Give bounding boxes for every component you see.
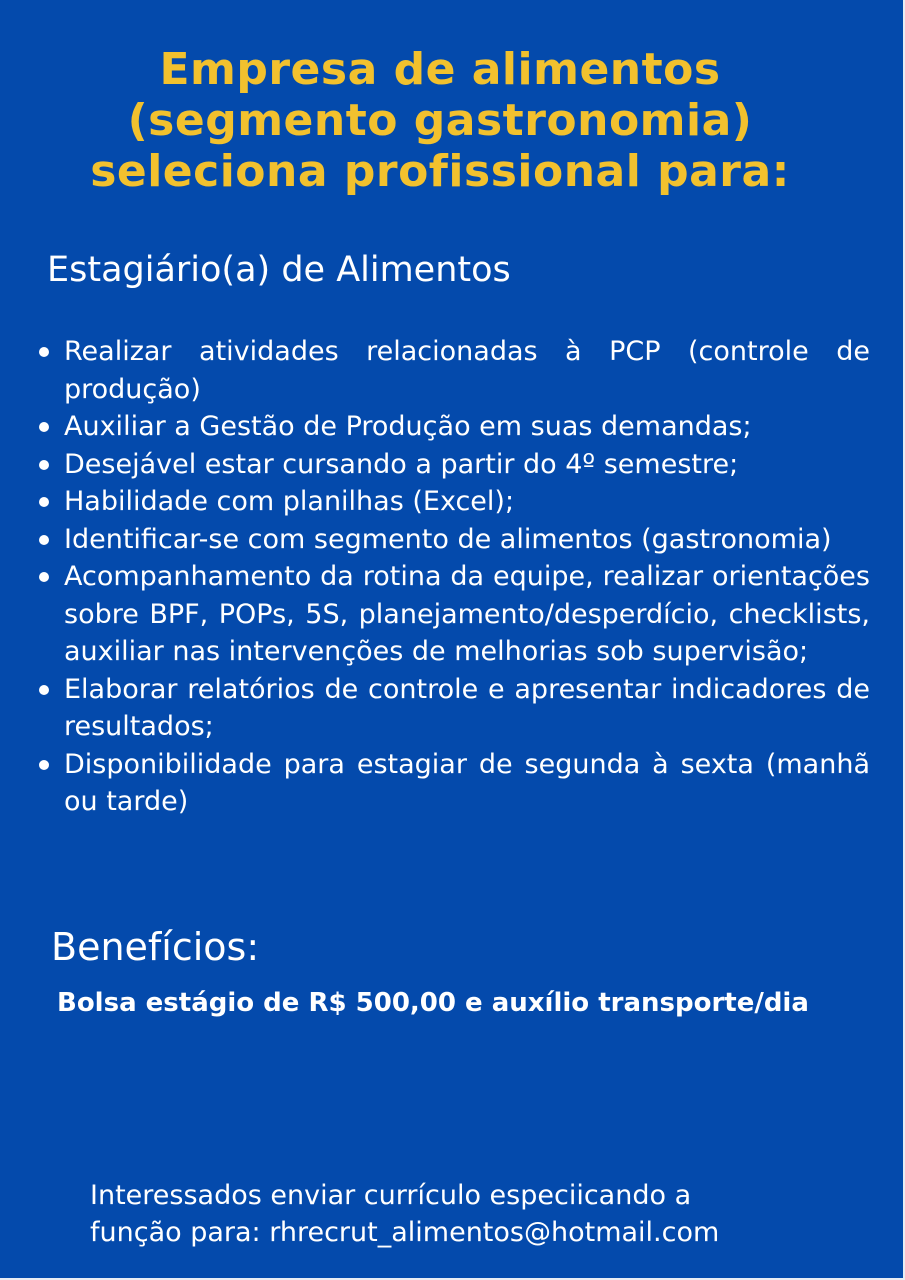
duty-text: Disponibilidade para estagiar de segunda à sexta (manhã ou tarde) [64,748,870,817]
duty-text: Elaborar relatórios de controle e apresentar indicadores de resultados; [64,673,870,742]
headline-line-2: (segmento gastronomia) [127,95,753,146]
benefits-heading: Benefícios: [51,925,260,969]
contact-line-2: função para: rhrecrut_alimentos@hotmail.com [90,1217,720,1248]
duty-text: Realizar atividades relacionadas à PCP (controle de produção) [64,336,870,405]
bullet-icon [39,572,49,582]
duty-text: Identificar-se com segmento de alimentos (gastronomia) [64,523,832,555]
list-item [38,333,870,408]
list-item [38,408,870,446]
duty-text: Habilidade com planilhas (Excel); [64,486,515,517]
list-item [38,446,870,484]
list-item [38,671,870,746]
role-title: Estagiário(a) de Alimentos [47,250,511,290]
bullet-icon [39,422,49,432]
poster-headline [0,44,880,197]
bullet-icon [39,760,49,770]
bullet-icon [39,347,49,357]
contact-line-1: Interessados enviar currículo especiicando a [90,1180,692,1211]
duty-text: Desejável estar cursando a partir do 4º semestre; [64,448,739,480]
headline-line-3: seleciona profissional para: [90,146,790,197]
list-item [38,521,870,559]
benefits-text: Bolsa estágio de R$ 500,00 e auxílio transporte/dia [57,988,809,1018]
headline-line-1: Empresa de alimentos [159,44,721,95]
list-item [38,483,870,521]
bullet-icon [39,497,49,507]
list-item [38,746,870,821]
duty-text: Auxiliar a Gestão de Produção em suas demandas; [64,411,752,442]
bullet-icon [39,535,49,545]
duty-text: Acompanhamento da rotina da equipe, realizar orientações sobre BPF, POPs, 5S, planejamento/desperdício, checklists, auxiliar nas intervenções de melhorias sob supervisão; [64,561,870,667]
contact-info [90,1177,719,1251]
list-item [38,558,870,671]
duties-list [38,333,870,821]
bullet-icon [39,460,49,470]
bullet-icon [39,685,49,695]
